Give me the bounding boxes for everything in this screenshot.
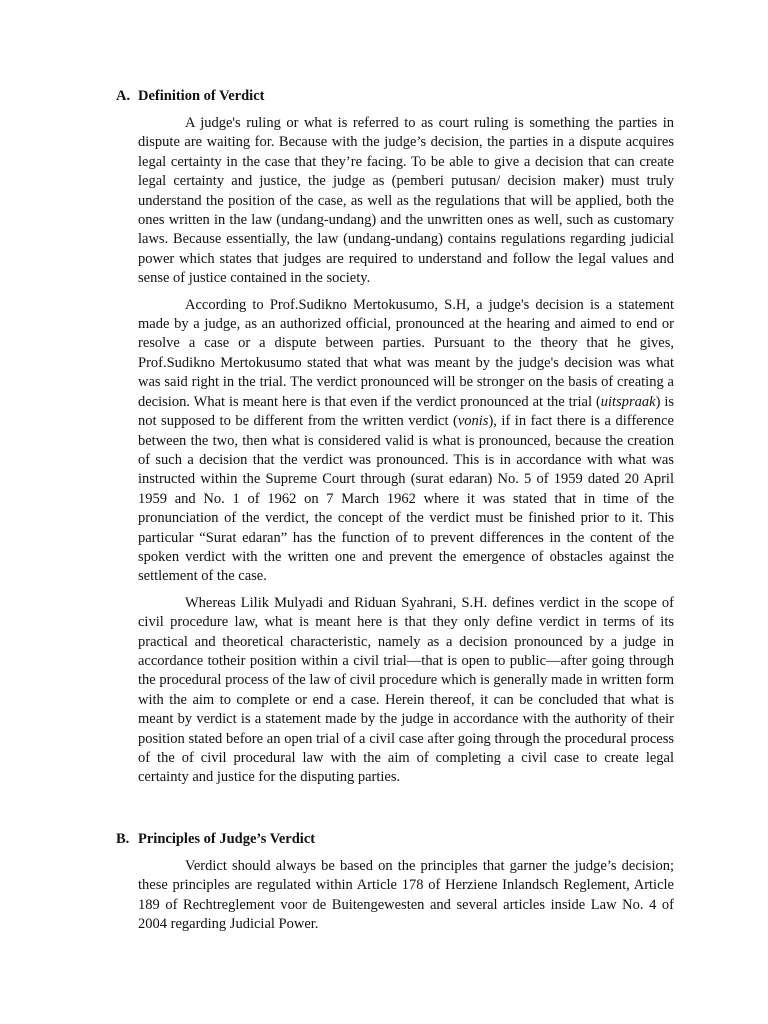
section-a-heading (116, 86, 674, 106)
paragraph-text: According to Prof.Sudikno Mertokusumo, S.H, a judge's decision is a statement made by a judge, as an authorized official, pronounced at the hearing and aimed to end or resolve a case or a dispute between parties. Pursuant to the theory that he gives, Prof.Sudikno Mertokusumo stated that what was meant by the judge's decision was what was said right in the trial. The verdict pronounced will be stronger on the basis of creating a decision. What is meant here is that even if the verdict pronounced at the trial ( (138, 296, 674, 410)
paragraph (138, 296, 674, 587)
section-spacer (138, 795, 674, 829)
italic-term: vonis (457, 413, 489, 430)
section-a-number: A. (116, 88, 131, 104)
section-b-heading (116, 829, 674, 849)
section-b-number: B. (116, 830, 130, 847)
paragraph (138, 114, 674, 289)
paragraph-text: Whereas Lilik Mulyadi and Riduan Syahrani, S.H. defines verdict in the scope of civil procedure law, what is meant here is that they only define verdict in terms of its practical and theoretical characteristic, namely as a decision pronounced by a judge in accordance totheir position within a civil trial—that is open to public—after going through the procedural process of the law of civil procedure which is generally made in written form with the aim to complete or end a case. Herein thereof, it can be concluded that what is meant by verdict is a statement made by the judge in accordance with the authority of their position stated before an open trial of a civil case after going through the procedural process of the of civil procedural law with the aim of completing a civil case to create legal certainty and justice for the disputing parties. (138, 594, 674, 786)
paragraph-text: ), if in fact there is a difference between the two, then what is considered valid is what is pronounced, because the creation of such a decision that the verdict was pronounced. This is in accordance with what was instructed within the Supreme Court through (surat edaran) No. 5 of 1959 dated 20 April 1959 and No. 1 of 1962 on 7 March 1962 where it was stated that in time of the pronunciation of the verdict, the concept of the verdict must be finished prior to it. This particular “Surat edaran” has the function of to prevent differences in the content of the spoken verdict with the written one and prevent the emergence of obstacles against the settlement of the case. (138, 413, 674, 585)
paragraph-text: ) is not supposed to be different from the written verdict ( (138, 393, 675, 430)
italic-term: uitspraak (600, 393, 656, 410)
paragraph-text: Verdict should always be based on the principles that garner the judge’s decision; these principles are regulated within Article 178 of Herziene Inlandsch Reglement, Article 189 of Rechtreglement voor de Buitengewesten and several articles inside Law No. 4 of 2004 regarding Judicial Power. (138, 857, 674, 933)
paragraph-text: A judge's ruling or what is referred to as court ruling is something the parties in dispute are waiting for. Because with the judge’s decision, the parties in a dispute acquires legal certainty in the case that they’re facing. To be able to give a decision that can create legal certainty and justice, the judge as (pemberi putusan/ decision maker) must truly understand the position of the case, as well as the regulations that will be applied, both the ones written in the law (undang-undang) and the unwritten ones as well, such as customary laws. Because essentially, the law (undang-undang) contains regulations regarding judicial power which states that judges are required to understand and follow the legal values and sense of justice contained in the society. (138, 115, 674, 287)
paragraph (138, 594, 674, 788)
paragraph (138, 857, 674, 935)
section-b-title: Principles of Judge’s Verdict (138, 830, 316, 847)
section-a-title: Definition of Verdict (138, 88, 265, 104)
